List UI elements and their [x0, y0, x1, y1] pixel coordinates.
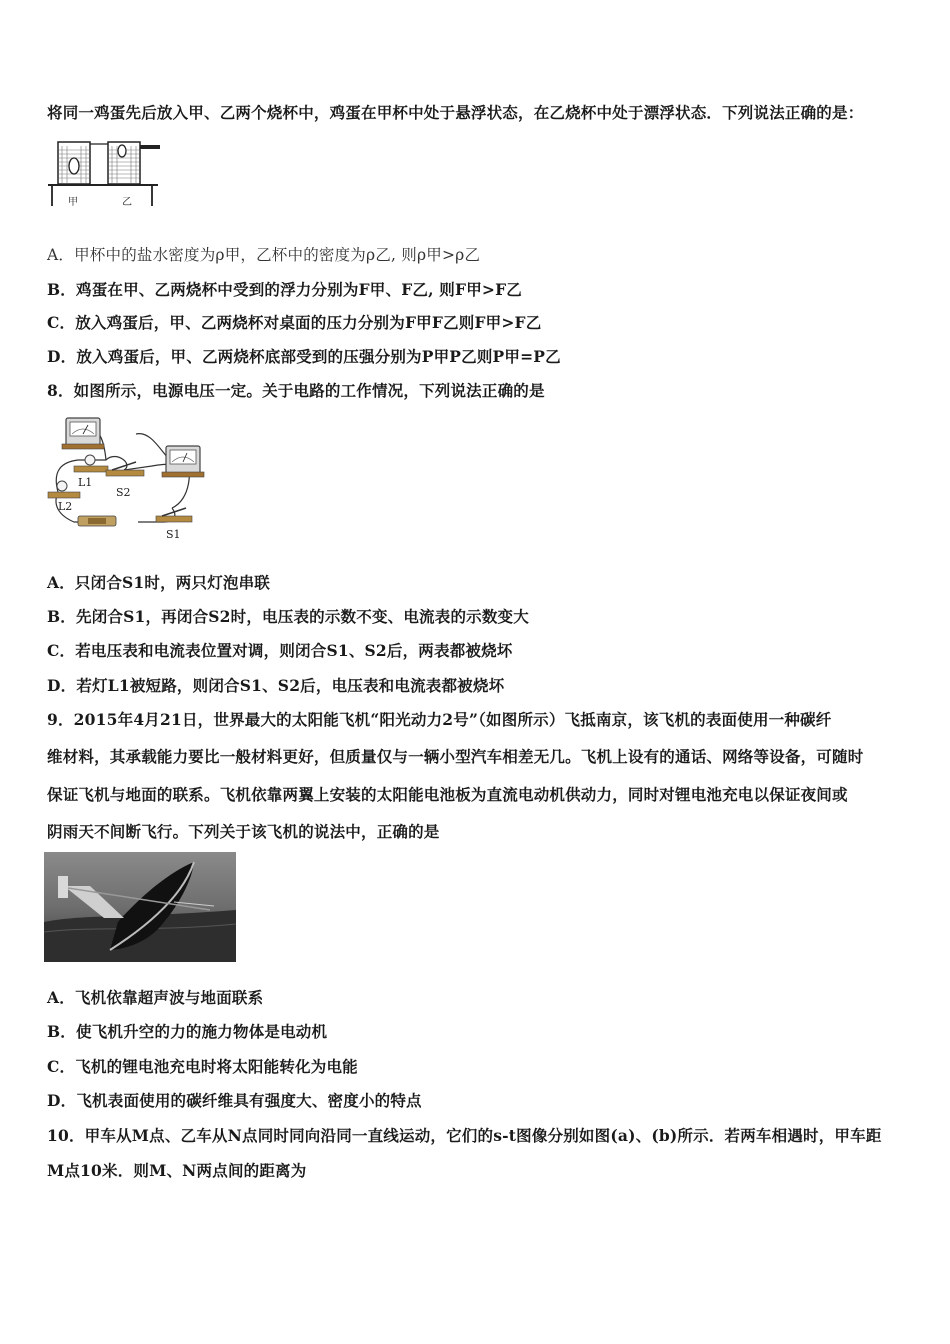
egg-floating — [118, 145, 126, 157]
q9-stem-line-4: 阴雨天不间断飞行。下列关于该飞机的说法中，正确的是 — [47, 822, 440, 841]
q7-option-c: C．放入鸡蛋后，甲、乙两烧杯对桌面的压力分别为F甲F乙则F甲>F乙 — [47, 313, 542, 332]
voltmeter — [162, 446, 204, 477]
battery — [78, 516, 116, 526]
label-l1: L1 — [78, 476, 93, 489]
solar-plane-photo — [44, 852, 236, 962]
label-s1: S1 — [166, 528, 181, 541]
q10-stem-line-1: 10．甲车从M点、乙车从N点同时同向沿同一直线运动，它们的s-t图像分别如图(a)、(b)所示．若两车相遇时，甲车距 — [47, 1126, 882, 1145]
bulb-l2 — [48, 481, 80, 498]
q9-option-a: A．飞机依靠超声波与地面联系 — [47, 988, 264, 1007]
q7-option-d: D．放入鸡蛋后，甲、乙两烧杯底部受到的压强分别为P甲P乙则P甲=P乙 — [47, 347, 561, 366]
q7-option-b: B．鸡蛋在甲、乙两烧杯中受到的浮力分别为F甲、F乙, 则F甲>F乙 — [47, 280, 523, 299]
q8-option-b: B．先闭合S1，再闭合S2时，电压表的示数不变、电流表的示数变大 — [47, 607, 529, 626]
ammeter — [62, 418, 104, 449]
q10-stem-line-2: M点10米．则M、N两点间的距离为 — [47, 1161, 307, 1180]
q8-option-d: D．若灯L1被短路，则闭合S1、S2后，电压表和电流表都被烧坏 — [47, 676, 505, 695]
egg-suspended — [69, 158, 79, 174]
circuit-figure — [44, 410, 210, 544]
q8-stem: 8．如图所示，电源电压一定。关于电路的工作情况，下列说法正确的是 — [47, 381, 545, 400]
beakers-figure — [46, 136, 162, 210]
beaker-a — [58, 142, 90, 184]
q9-option-d: D．飞机表面使用的碳纤维具有强度大、密度小的特点 — [47, 1091, 422, 1110]
q7-option-a: A．甲杯中的盐水密度为ρ甲，乙杯中的密度为ρ乙, 则ρ甲>ρ乙 — [47, 246, 481, 264]
beaker-b — [108, 142, 140, 184]
q9-option-b: B．使飞机升空的力的施力物体是电动机 — [47, 1022, 328, 1041]
q8-option-a: A．只闭合S1时，两只灯泡串联 — [47, 573, 271, 592]
q9-option-c: C．飞机的锂电池充电时将太阳能转化为电能 — [47, 1057, 358, 1076]
beaker-a-label: 甲 — [68, 197, 78, 208]
q7-stem: 将同一鸡蛋先后放入甲、乙两个烧杯中，鸡蛋在甲杯中处于悬浮状态，在乙烧杯中处于漂浮状态．下列说法正确的是： — [47, 103, 864, 122]
q9-stem-line-3: 保证飞机与地面的联系。飞机依靠两翼上安装的太阳能电池板为直流电动机供动力，同时对锂电池充电以保证夜间或 — [47, 785, 848, 804]
q9-stem-line-2: 维材料，其承载能力要比一般材料更好，但质量仅与一辆小型汽车相差无几。飞机上设有的通话、网络等设备，可随时 — [47, 747, 864, 766]
q8-option-c: C．若电压表和电流表位置对调，则闭合S1、S2后，两表都被烧坏 — [47, 641, 513, 660]
label-s2: S2 — [116, 486, 131, 499]
q9-stem-line-1: 9．2015年4月21日，世界最大的太阳能飞机“阳光动力2号”（如图所示）飞抵南京，该飞机的表面使用一种碳纤 — [47, 710, 832, 729]
bulb-l1 — [74, 455, 108, 472]
label-l2: L2 — [58, 500, 73, 513]
beaker-b-label: 乙 — [122, 197, 132, 208]
